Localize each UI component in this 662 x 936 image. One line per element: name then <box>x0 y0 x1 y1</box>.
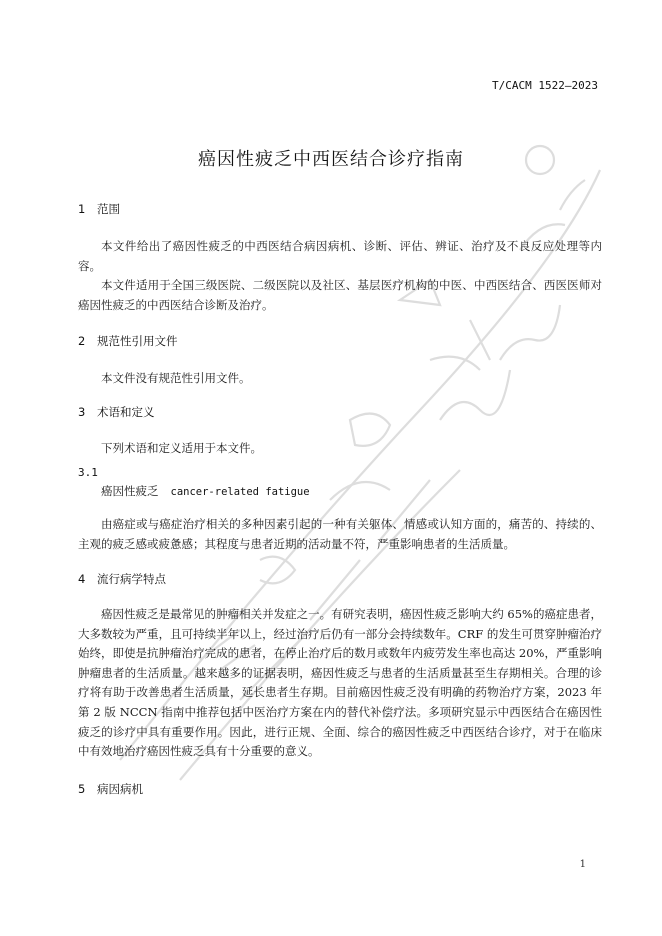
section-5-number: 5 <box>78 782 86 796</box>
section-1-title: 范围 <box>97 202 120 216</box>
section-1-heading <box>78 201 120 217</box>
section-5-title: 病因病机 <box>97 782 143 796</box>
section-1-paragraph-2: 本文件适用于全国三级医院、二级医院以及社区、基层医疗机构的中医、中西医结合、西医医师对癌因性疲乏的中西医结合诊断及治疗。 <box>78 278 602 312</box>
section-3-paragraph-1: 下列术语和定义适用于本文件。 <box>101 441 262 455</box>
section-2-number: 2 <box>78 334 86 348</box>
section-4-number: 4 <box>78 572 86 586</box>
section-1-paragraph-1: 本文件给出了癌因性疲乏的中西医结合病因病机、诊断、评估、辨证、治疗及不良反应处理等内容。 <box>78 239 602 273</box>
clause-number: 3.1 <box>78 466 98 479</box>
section-3-number: 3 <box>78 405 86 419</box>
page-number: 1 <box>579 859 586 870</box>
term-entry <box>101 483 310 499</box>
section-4-title: 流行病学特点 <box>97 572 166 586</box>
document-title: 癌因性疲乏中西医结合诊疗指南 <box>198 149 464 170</box>
section-2-heading <box>78 333 178 349</box>
section-2-title: 规范性引用文件 <box>97 334 178 348</box>
standard-code: T/CACM 1522—2023 <box>492 79 598 92</box>
section-2-paragraph-1: 本文件没有规范性引用文件。 <box>101 371 251 385</box>
section-4-paragraph-1: 癌因性疲乏是最常见的肿瘤相关并发症之一。有研究表明，癌因性疲乏影响大约 65%的癌症患者，大多数较为严重，且可持续半年以上，经过治疗后仍有一部分会持续数年。CRF 的发生可贯穿肿瘤治疗始终，即使是抗肿瘤治疗完成的患者，在停止治疗后的数月或数年内疲劳发生率也高达 20%，严重影响肿瘤患者的生活质量。越来越多的证据表明，癌因性疲乏与患者的生活质量甚至生存期相关。合理的诊疗将有助于改善患者生活质量，延长患者生存期。目前癌因性疲乏没有明确的药物治疗方案，2023 年第 2 版 NCCN 指南中推荐包括中医治疗方案在内的替代补偿疗法。多项研究显示中西医结合在癌因性疲乏的诊疗中具有重要作用。因此，进行正规、全面、综合的癌因性疲乏中西医结合诊疗，对于在临床中有效地治疗癌因性疲乏具有十分重要的意义。 <box>78 607 602 759</box>
section-3-heading <box>78 404 155 420</box>
term-english: cancer-related fatigue <box>170 486 310 498</box>
term-definition: 由癌症或与癌症治疗相关的多种因素引起的一种有关躯体、情感或认知方面的，痛苦的、持续的、主观的疲乏感或疲惫感；其程度与患者近期的活动量不符，严重影响患者的生活质量。 <box>78 517 602 551</box>
section-3-title: 术语和定义 <box>97 405 155 419</box>
section-5-heading <box>78 781 143 797</box>
section-4-heading <box>78 571 166 587</box>
term-chinese: 癌因性疲乏 <box>101 484 159 498</box>
section-1-number: 1 <box>78 202 86 216</box>
